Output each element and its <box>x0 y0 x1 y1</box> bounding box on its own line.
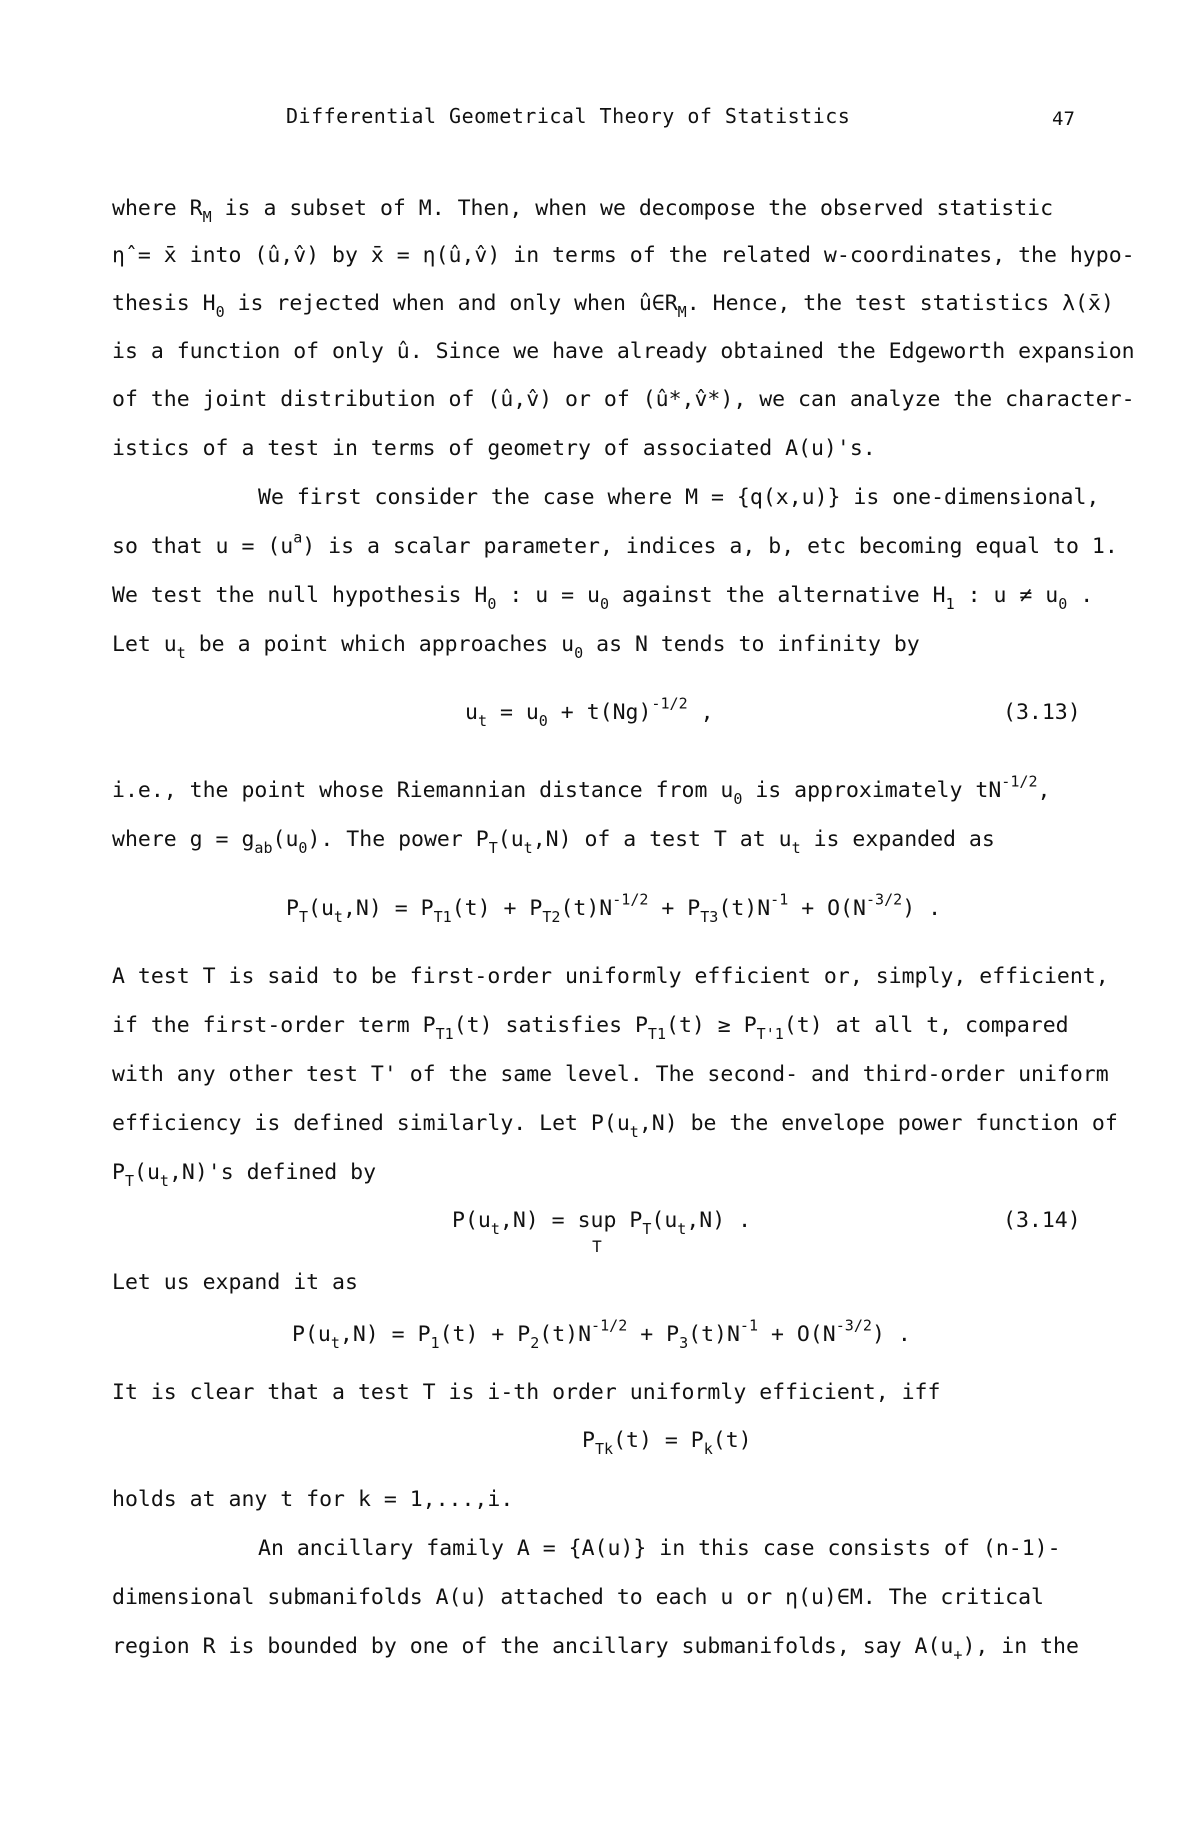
equation-3-13: $u_t = u_0 + t(Ng)^{-1/2}$ , <box>465 694 714 730</box>
text-line: of the joint distribution of (û,v̂) or of (û*,v̂*), we can analyze the character- <box>112 387 1135 412</box>
text-line: is a function of only û. Since we have already obtained the Edgeworth expansion <box>112 339 1135 364</box>
text-line: dimensional submanifolds A(u) attached to each u or η(u)∈M. The critical <box>112 1585 1044 1610</box>
page-number: 47 <box>1052 108 1075 130</box>
text-line: Let $u_t$ be a point which approaches $u_0$ as N tends to infinity by <box>112 632 920 662</box>
text-line: η̂ = x̄ into (û,v̂) by x̄ = η(û,v̂) in terms of the related w-coordinates, the hypo- <box>112 243 1135 268</box>
text-line: We first consider the case where M = {q(x,u)} is one-dimensional, <box>258 485 1100 510</box>
text-line: We test the null hypothesis $H_0$ : $u = u_0$ against the alternative $H_1$ : $u \ne u_0$ . <box>112 583 1094 613</box>
equation-3-14: $P(u_t,N)$ = sup T $P_T(u_t,N)$ . <box>452 1208 752 1256</box>
text-line: thesis $H_0$ is rejected when and only when $û\in R_M$. Hence, the test statistics λ(x̄) <box>112 291 1114 321</box>
text-line: where $R_M$ is a subset of M. Then, when we decompose the observed statistic <box>112 196 1054 226</box>
text-line: Let us expand it as <box>112 1270 358 1295</box>
text-line: holds at any t for k = 1,...,i. <box>112 1487 514 1512</box>
text-line: An ancillary family A = {A(u)} in this case consists of (n-1)- <box>258 1536 1061 1561</box>
text-line: istics of a test in terms of geometry of associated A(u)'s. <box>112 436 876 461</box>
equation-envelope-expansion: $P(u_t,N) = P_1(t) + P_2(t)N^{-1/2} + P_3(t)N^{-1} + O(N^{-3/2})$ . <box>292 1316 911 1352</box>
equation-efficiency-condition: $P_{Tk}(t) = P_k(t)$ <box>582 1428 752 1458</box>
text-line: i.e., the point whose Riemannian distance from $u_0$ is approximately $tN^{-1/2}$, <box>112 772 1051 808</box>
text-line: if the first-order term $P_{T1}(t)$ satisfies $P_{T1}(t) \ge P_{T'1}(t)$ at all t, compared <box>112 1013 1069 1043</box>
text-line: A test T is said to be first-order uniformly efficient or, simply, efficient, <box>112 964 1109 989</box>
text-line: where $g = g_{ab}(u_0)$. The power $P_T(u_t,N)$ of a test T at $u_t$ is expanded as <box>112 827 995 857</box>
equation-number: (3.13) <box>1003 700 1081 725</box>
text-line: efficiency is defined similarly. Let $P(u_t,N)$ be the envelope power function of <box>112 1111 1118 1141</box>
running-header: Differential Geometrical Theory of Statistics <box>286 104 851 128</box>
text-line: region R is bounded by one of the ancillary submanifolds, say $A(u_+)$, in the <box>112 1634 1079 1664</box>
text-line: with any other test T' of the same level. The second- and third-order uniform <box>112 1062 1109 1087</box>
equation-number: (3.14) <box>1003 1208 1081 1233</box>
text-line: It is clear that a test T is i-th order uniformly efficient, iff <box>112 1380 941 1405</box>
text-line: $P_T(u_t,N)'s$ defined by <box>112 1160 377 1190</box>
text-line: so that $u = (u^a)$ is a scalar parameter, indices a, b, etc becoming equal to 1. <box>112 528 1118 559</box>
equation-power-expansion: $P_T(u_t,N) = P_{T1}(t) + P_{T2}(t)N^{-1/2} + P_{T3}(t)N^{-1} + O(N^{-3/2})$ . <box>286 890 942 926</box>
